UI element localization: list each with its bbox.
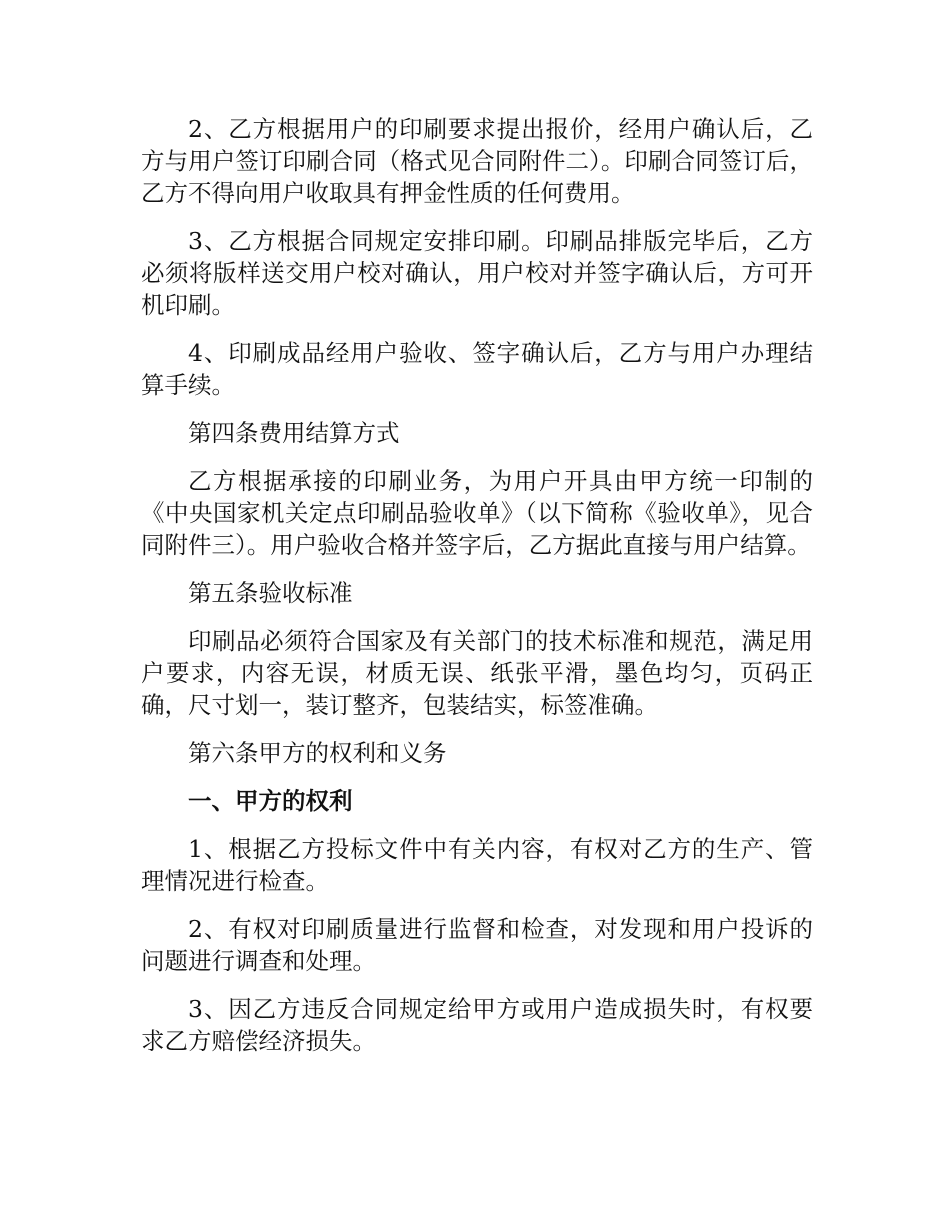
- rights-item-3: 3、因乙方违反合同规定给甲方或用户造成损失时，有权要求乙方赔偿经济损失。: [141, 995, 813, 1055]
- article-4-body: 乙方根据承接的印刷业务，为用户开具由甲方统一印制的《中央国家机关定点印刷品验收单》（以下简称《验收单》，见合同附件三）。用户验收合格并签字后，乙方据此直接与用户结算。: [141, 467, 813, 559]
- rights-item-1: 1、根据乙方投标文件中有关内容，有权对乙方的生产、管理情况进行检查。: [141, 835, 813, 895]
- paragraph-item-3-printing: 3、乙方根据合同规定安排印刷。印刷品排版完毕后，乙方必须将版样送交用户校对确认，用户校对并签字确认后，方可开机印刷。: [141, 227, 813, 319]
- document-body: [141, 113, 813, 1073]
- paragraph-item-2-quote: 2、乙方根据用户的印刷要求提出报价，经用户确认后，乙方与用户签订印刷合同（格式见合同附件二）。印刷合同签订后，乙方不得向用户收取具有押金性质的任何费用。: [141, 115, 813, 207]
- paragraph-item-4-settlement: 4、印刷成品经用户验收、签字确认后，乙方与用户办理结算手续。: [141, 339, 813, 399]
- rights-item-2: 2、有权对印刷质量进行监督和检查，对发现和用户投诉的问题进行调查和处理。: [141, 915, 813, 975]
- section-party-a-rights-heading: 一、甲方的权利: [188, 787, 353, 815]
- article-5-heading: 第五条验收标准: [188, 579, 353, 607]
- article-5-body: 印刷品必须符合国家及有关部门的技术标准和规范，满足用户要求，内容无误，材质无误、纸张平滑，墨色均匀，页码正确，尺寸划一，装订整齐，包装结实，标签准确。: [141, 627, 813, 719]
- article-4-heading: 第四条费用结算方式: [188, 419, 400, 447]
- article-6-heading: 第六条甲方的权利和义务: [188, 739, 447, 767]
